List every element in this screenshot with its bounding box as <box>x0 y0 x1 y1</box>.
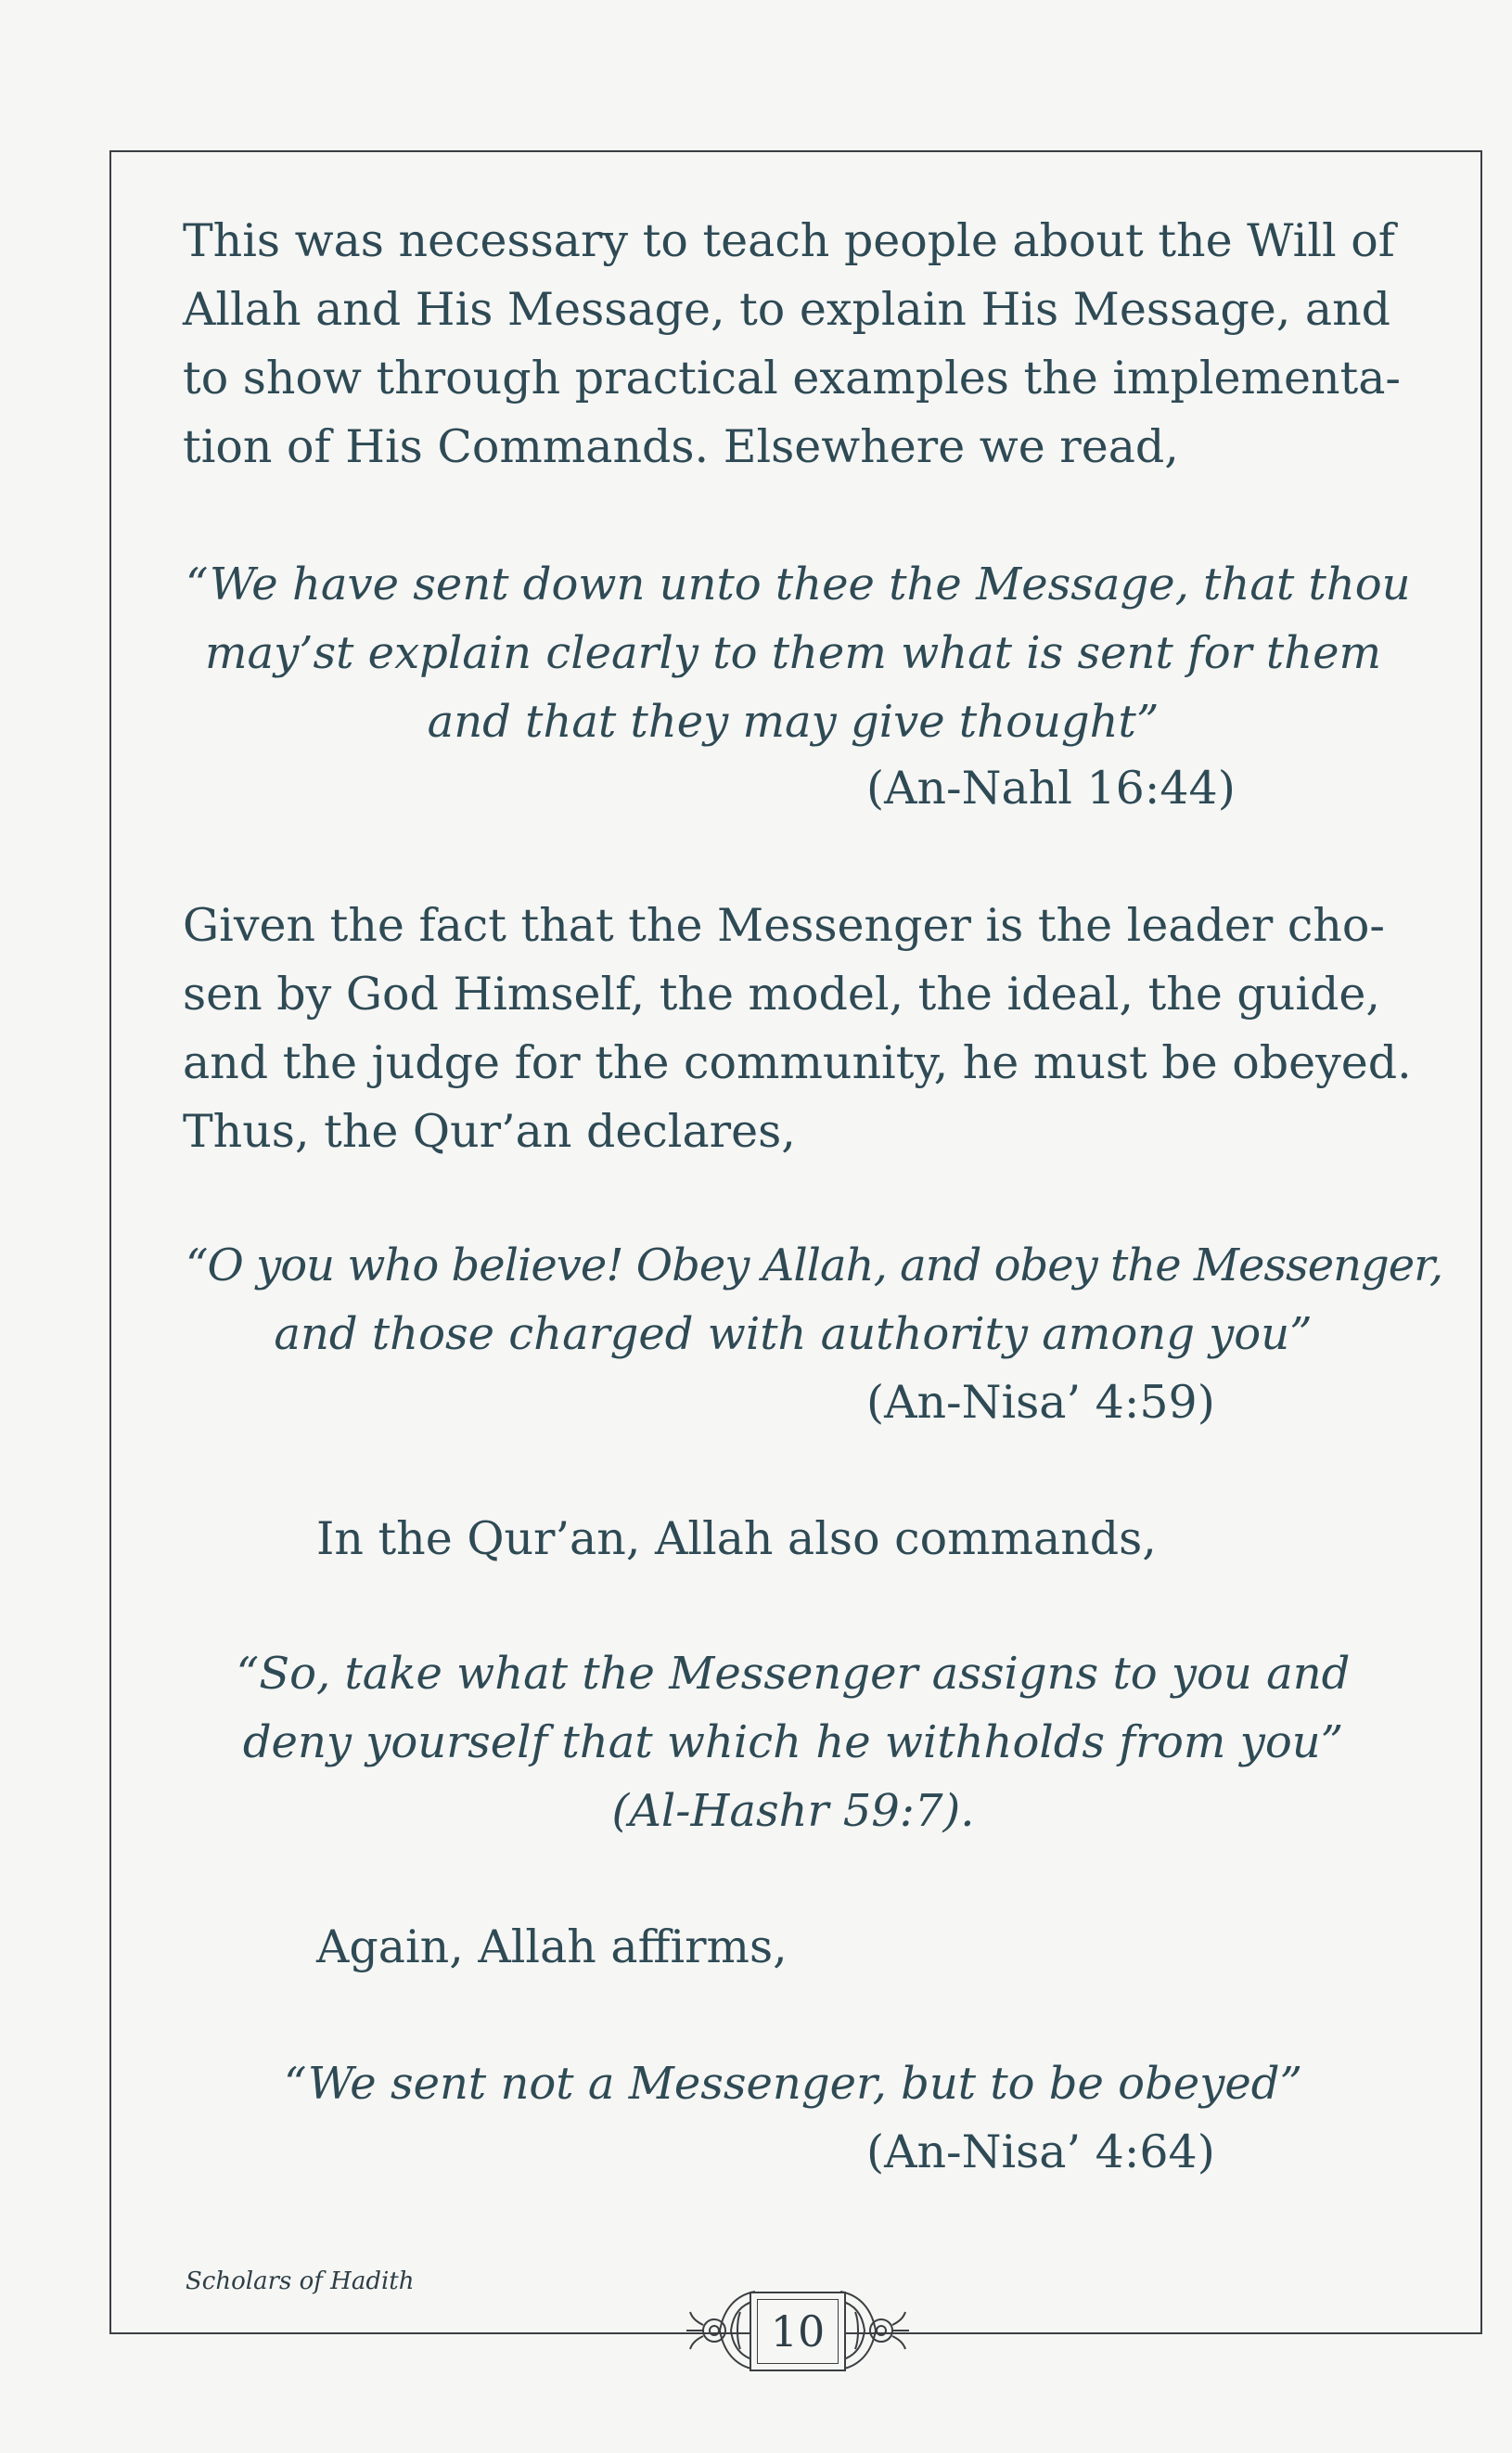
quote-line: “We sent not a Messenger, but to be obeyed” <box>284 2058 1302 2110</box>
quote-line: and that they may give thought” <box>427 696 1160 748</box>
left-flourish-icon <box>683 2284 757 2377</box>
page-number: 10 <box>770 2306 826 2357</box>
quote-line: “We have sent down unto thee the Message, that thou <box>186 559 1411 610</box>
quote-line: “So, take what the Messenger assigns to you and <box>236 1648 1351 1700</box>
paragraph-3: In the Qur’an, Allah also commands, <box>316 1512 1157 1565</box>
running-footer-title: Scholars of Hadith <box>186 2267 415 2295</box>
citation: (An-Nisa’ 4:64) <box>866 2126 1215 2178</box>
citation: (Al-Hashr 59:7). <box>611 1785 975 1837</box>
quote-line: may’st explain clearly to them what is sent for them <box>204 627 1382 679</box>
quote-line: “O you who believe! Obey Allah, and obey the Messenger, <box>186 1239 1443 1291</box>
paragraph-4: Again, Allah affirms, <box>316 1920 788 1973</box>
citation: (An-Nisa’ 4:59) <box>866 1376 1215 1429</box>
text-line: tion of His Commands. Elsewhere we read, <box>183 420 1179 473</box>
text-line: to show through practical examples the implementa- <box>183 352 1401 405</box>
right-flourish-icon <box>839 2284 913 2377</box>
page-number-box <box>750 2292 846 2371</box>
citation: (An-Nahl 16:44) <box>866 762 1236 815</box>
quote-line: and those charged with authority among you” <box>274 1308 1313 1360</box>
text-line: Allah and His Message, to explain His Message, and <box>183 283 1391 336</box>
text-line: Given the fact that the Messenger is the leader cho- <box>183 899 1385 952</box>
quote-line: deny yourself that which he withholds from you” <box>242 1716 1344 1768</box>
text-line: Thus, the Qur’an declares, <box>183 1105 796 1158</box>
text-line: sen by God Himself, the model, the ideal, the guide, <box>183 968 1380 1021</box>
text-line: and the judge for the community, he must be obeyed. <box>183 1036 1412 1089</box>
text-line: This was necessary to teach people about the Will of <box>183 214 1395 267</box>
